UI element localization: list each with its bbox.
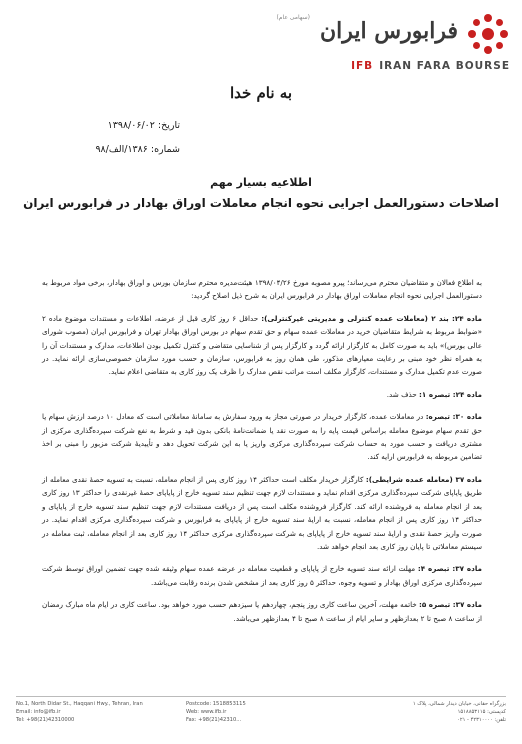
article-text: مهلت ارائه سند تسویه خارج از پایاپای و قطعیت معامله در عرضه عمده سهام وثیقه شده جهت تضمین اوراق توسط شرکت سپرده‌گذاری مرکزی اوراق بهادار و تسویه وجوه، حداکثر ۵ روز کاری بعد از مشخص شدن برنده رقابت می‌باشد. — [42, 564, 482, 587]
announcement-title: اطلاعیه بسیار مهم — [210, 176, 312, 189]
logo-english-name — [351, 60, 510, 72]
article-paragraph — [42, 473, 482, 553]
letter-date: تاریخ: ۱۳۹۸/۰۶/۰۲ — [107, 120, 180, 131]
footer-postcode-fa: کدپستی: ۱۵۱۸۸۵۳۱۱۵ — [457, 709, 506, 715]
logo-english-text: IRAN FARA BOURSE — [379, 60, 510, 72]
logo-ifb-mark: IFB — [351, 60, 374, 72]
article-text: حذف شد. — [386, 389, 420, 399]
footer-english-address — [16, 700, 176, 724]
footer-postcode: Postcode: 1518853115 — [186, 701, 246, 707]
article-heading: ماده ۳۷ (معامله عمده شرایطی): — [365, 474, 482, 484]
footer-persian-address — [346, 700, 506, 724]
article-heading: ماده ۳۰: تبصره: — [425, 412, 482, 422]
letter-body — [42, 276, 482, 634]
article-heading: ماده ۲۴: بند ۲ (معاملات عمده کنترلی و مدیریتی غیرکنترلی): — [261, 313, 482, 323]
basmala-heading: به نام خدا — [229, 84, 292, 102]
logo-tagline: (سهامی عام) — [276, 14, 310, 21]
footer-website: Web: www.ifb.ir — [186, 709, 227, 715]
article-text: خاتمه مهلت، آخرین ساعت کاری روز پنجم، چهاردهم یا سیزدهم حسب مورد خواهد بود. ساعت کاری در ایام ماه مبارک رمضان از ساعت ۸ صبح تا ۲ بعدازظهر و سایر ایام از ساعت ۸ صبح تا ۴ بعدازظهر می‌باشد. — [42, 600, 482, 623]
article-paragraph — [42, 562, 482, 589]
article-text: کارگزار خریدار مکلف است حداکثر ۱۴ روز کاری پس از انجام معامله، نسبت به تسویه حصهٔ نقدی معامله از طریق پایاپای شرکت سپرده‌گذاری مرکزی اقدام نماید و مستندات لازم جهت تنظیم سند تسویه خارج از پایاپای حصهٔ غیرنقدی را حداکثر ۱۳ روز کاری بعد از انجام معامله به فروشنده ارائه کند. کارگزار فروشنده مکلف است پس از دریافت مستندات لازم جهت تنظیم سند تسویه خارج از پایاپای و حداکثر ۱۴ روز کاری پس از انجام معامله، نسبت به ارایهٔ سند تسویه خارج از پایاپای به فرابورس و شرکت سپرده‌گذاری مرکزی اقدام نماید. در صورت واریز حصهٔ نقدی و ارایهٔ سند تسویه خارج از پایاپای به شرکت سپرده‌گذاری مرکزی حداکثر ۱۴ روز کاری بعد از انجام معامله، ثبت معامله در سیستم معاملاتی تا پایان روز کاری بعد انجام خواهد شد. — [42, 474, 482, 551]
footer-phone: Tel: +98(21)42310000 — [16, 717, 75, 723]
footer-address-line-fa: بزرگراه حقانی، خیابان دیدار شمالی، پلاک ۱ — [412, 701, 506, 707]
article-paragraph — [42, 598, 482, 625]
article-heading: ماده ۳۷: تبصره ۵: — [419, 600, 482, 610]
footer-divider — [16, 696, 506, 697]
footer-fax: Fax: +98(21)42310... — [186, 717, 242, 723]
letter-meta — [40, 120, 180, 160]
intro-paragraph: به اطلاع فعالان و متقاضیان محترم می‌رساند؛ پیرو مصوبه مورخ ۱۳۹۸/۰۴/۲۶ هیئت‌مدیره محترم سازمان بورس و اوراق بهادار، برخی مواد مربوط به دستورالعمل اجرایی نحوه انجام معاملات اوراق بهادار در فرابورس ایران به شرح ذیل اصلاح گردید: — [42, 278, 483, 301]
footer-email: Email: info@ifb.ir — [16, 709, 61, 715]
company-logo — [270, 10, 510, 74]
announcement-subtitle: اصلاحات دستورالعمل اجرایی نحوه انجام معاملات اوراق بهادار در فرابورس ایران — [23, 196, 499, 210]
footer-address-line: No.1, North Didar St., Haqqani Hwy., Tehran, Iran — [16, 701, 143, 707]
article-text: حداقل ۶ روز کاری قبل از عرضه، اطلاعات و مستندات موضوع ماده ۲ «ضوابط مربوط به شرایط متقاضیان خرید در معاملات عمده سهام و حق تقدم سهام در بورس اوراق بهادار تهران و فرابورس ایران (مصوب شورای عالی بورس)» باید به صورت کامل به کارگزار ارائه گردد و کارگزار پس از شناسایی متقاضی و کنترل تکمیل بودن اطلاعات، مدارک و مستندات آن را به همراه نظر خود مبنی بر رعایت معیارهای مذکور، طی همان روز به فرابورس، سازمان و حسب مورد سازمان خصوصی‌سازی ارائه نماید. در صورت عدم تکمیل مدارک و مستندات، کارگزار مکلف است مراتب نقص مدارک را ظرف یک روز کاری به متقاضی اعلام نماید. — [42, 313, 482, 377]
article-heading: ماده ۲۴: تبصره ۱: — [419, 389, 482, 399]
article-paragraph — [42, 388, 482, 401]
article-paragraph — [42, 410, 482, 464]
article-text: در معاملات عمده، کارگزار خریدار در صورتی مجاز به ورود سفارش به سامانهٔ معاملاتی است که معادل ۱۰ درصد ارزش سهام یا حق تقدم سهام موضوع معامله براساس قیمت پایه را به صورت نقد یا ضمانت‌نامهٔ بانکی بدون قید و شرط به نفع شرکت سپرده‌گذاری مرکزی از مشتری دریافت و حسب مورد به حساب شرکت سپرده‌گذاری مرکزی واریز یا به این شرکت تحویل دهد و تأییدیهٔ شرکت مزبور را مبنی بر اخذ تضامین مربوطه به فرابورس ارایه کند. — [42, 412, 482, 462]
footer-contact — [186, 700, 336, 724]
logo-persian-name: فرابورس ایران — [319, 18, 458, 44]
letter-number: شماره: ۱۳۸۶/الف/۹۸ — [95, 144, 180, 155]
article-heading: ماده ۳۷: تبصره ۴: — [417, 564, 482, 574]
fara-bourse-emblem-icon — [466, 12, 510, 56]
letter-footer — [16, 700, 506, 736]
article-paragraph — [42, 312, 482, 379]
footer-phone-fa: تلفن: ۴۲۳۱۰۰۰۰ - ۰۲۱ — [457, 717, 506, 723]
